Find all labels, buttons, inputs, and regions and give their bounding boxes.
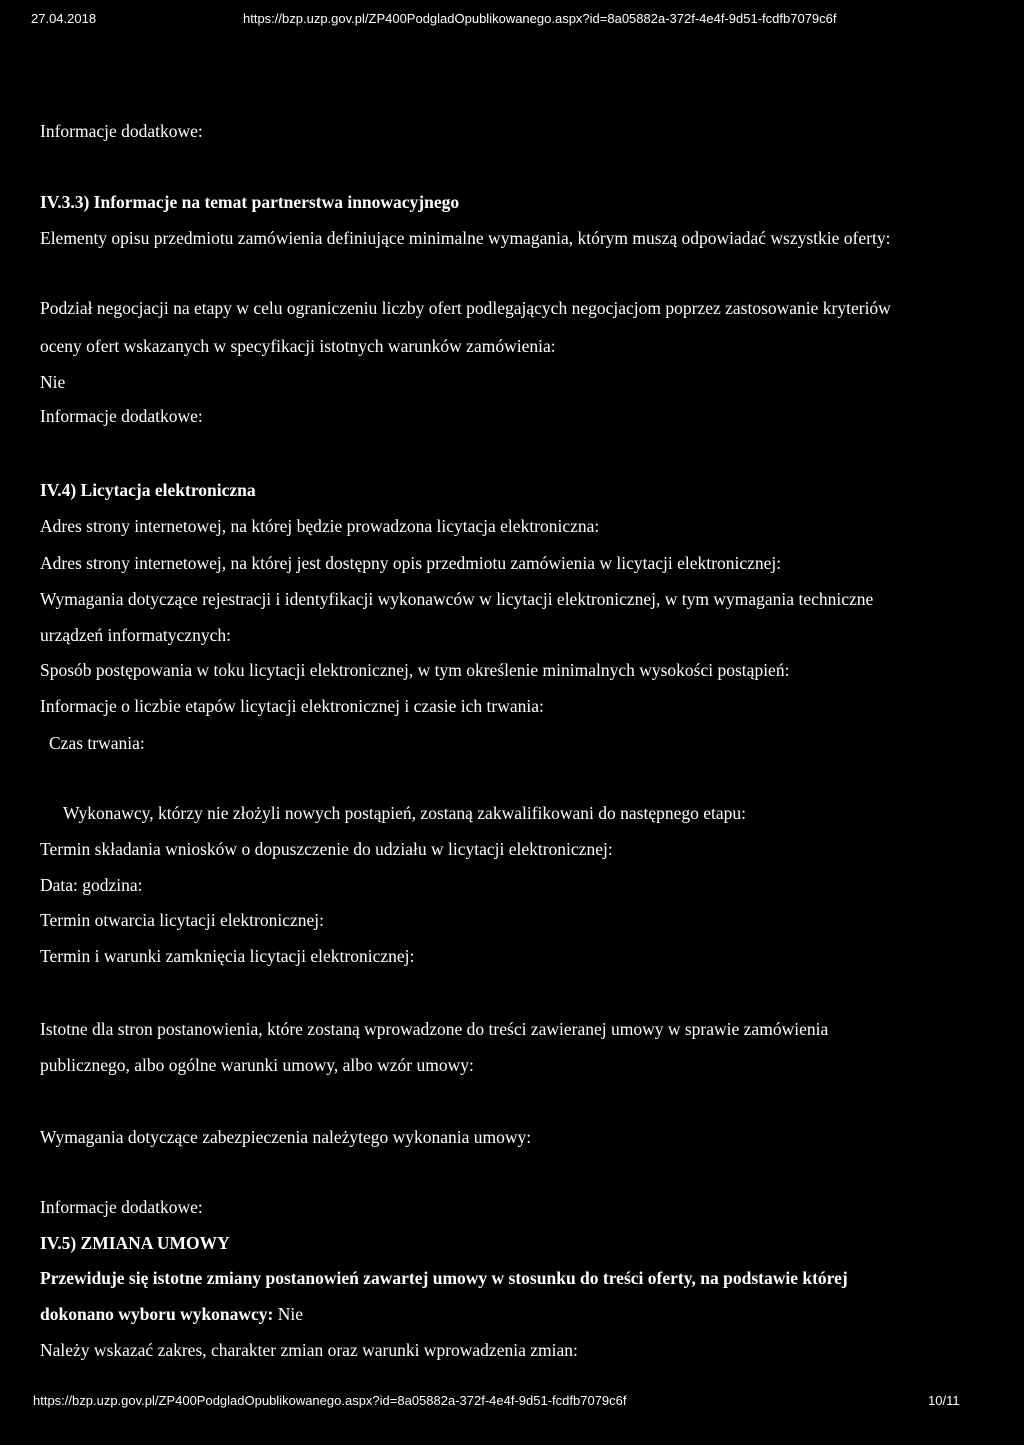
paragraph-line: Wymagania dotyczące rejestracji i identyfikacji wykonawców w licytacji elektronicznej, w tym wymagania techniczne (40, 589, 874, 609)
paragraph-line: Wymagania dotyczące zabezpieczenia należytego wykonania umowy: (40, 1127, 532, 1147)
page-number: 10/11 (928, 1393, 960, 1408)
section-heading-iv-3-3: IV.3.3) Informacje na temat partnerstwa innowacyjnego (40, 192, 460, 212)
paragraph-line: Informacje o liczbie etapów licytacji elektronicznej i czasie ich trwania: (40, 696, 544, 716)
print-date: 27.04.2018 (31, 11, 97, 26)
paragraph-line: Termin otwarcia licytacji elektronicznej: (40, 910, 324, 930)
paragraph-line: oceny ofert wskazanych w specyfikacji istotnych warunków zamówienia: (40, 336, 556, 356)
contract-change-line (40, 1304, 303, 1324)
paragraph-line: publicznego, albo ogólne warunki umowy, albo wzór umowy: (40, 1055, 474, 1075)
footer-url: https://bzp.uzp.gov.pl/ZP400PodgladOpublikowanego.aspx?id=8a05882a-372f-4e4f-9d51-fcdfb7079c6f (33, 1393, 627, 1408)
paragraph-line: Adres strony internetowej, na której będzie prowadzona licytacja elektroniczna: (40, 516, 600, 536)
date-time-label: Data: godzina: (40, 875, 143, 895)
paragraph-line: Istotne dla stron postanowienia, które zostaną wprowadzone do treści zawieranej umowy w sprawie zamówienia (40, 1019, 829, 1039)
paragraph-line-bold: Przewiduje się istotne zmiany postanowień zawartej umowy w stosunku do treści oferty, na podstawie której (40, 1268, 848, 1288)
paragraph-line: Termin składania wniosków o dopuszczenie do udziału w licytacji elektronicznej: (40, 839, 613, 859)
paragraph-line: Podział negocjacji na etapy w celu ograniczeniu liczby ofert podlegających negocjacjom poprzez zastosowanie kryteriów (40, 298, 891, 318)
paragraph-line: Adres strony internetowej, na której jest dostępny opis przedmiotu zamówienia w licytacji elektronicznej: (40, 553, 782, 573)
paragraph-line: Należy wskazać zakres, charakter zmian oraz warunki wprowadzenia zmian: (40, 1340, 578, 1360)
answer-value: Nie (40, 372, 66, 392)
contract-change-label: dokonano wyboru wykonawcy: (40, 1304, 274, 1324)
additional-info-label: Informacje dodatkowe: (40, 1197, 203, 1217)
print-url: https://bzp.uzp.gov.pl/ZP400PodgladOpublikowanego.aspx?id=8a05882a-372f-4e4f-9d51-fcdfb7079c6f (243, 11, 837, 26)
duration-label: Czas trwania: (49, 733, 145, 753)
additional-info-label: Informacje dodatkowe: (40, 121, 203, 141)
paragraph-line: Sposób postępowania w toku licytacji elektronicznej, w tym określenie minimalnych wysokości postąpień: (40, 660, 790, 680)
section-heading-iv-4: IV.4) Licytacja elektroniczna (40, 480, 256, 500)
paragraph-line: urządzeń informatycznych: (40, 625, 231, 645)
paragraph-line: Wykonawcy, którzy nie złożyli nowych postąpień, zostaną zakwalifikowani do następnego etapu: (63, 803, 747, 823)
paragraph-line: Termin i warunki zamknięcia licytacji elektronicznej: (40, 946, 415, 966)
paragraph-line: Elementy opisu przedmiotu zamówienia definiujące minimalne wymagania, którym muszą odpowiadać wszystkie oferty: (40, 228, 891, 248)
section-heading-iv-5: IV.5) ZMIANA UMOWY (40, 1233, 230, 1253)
additional-info-label: Informacje dodatkowe: (40, 406, 203, 426)
answer-value: Nie (277, 1304, 304, 1324)
